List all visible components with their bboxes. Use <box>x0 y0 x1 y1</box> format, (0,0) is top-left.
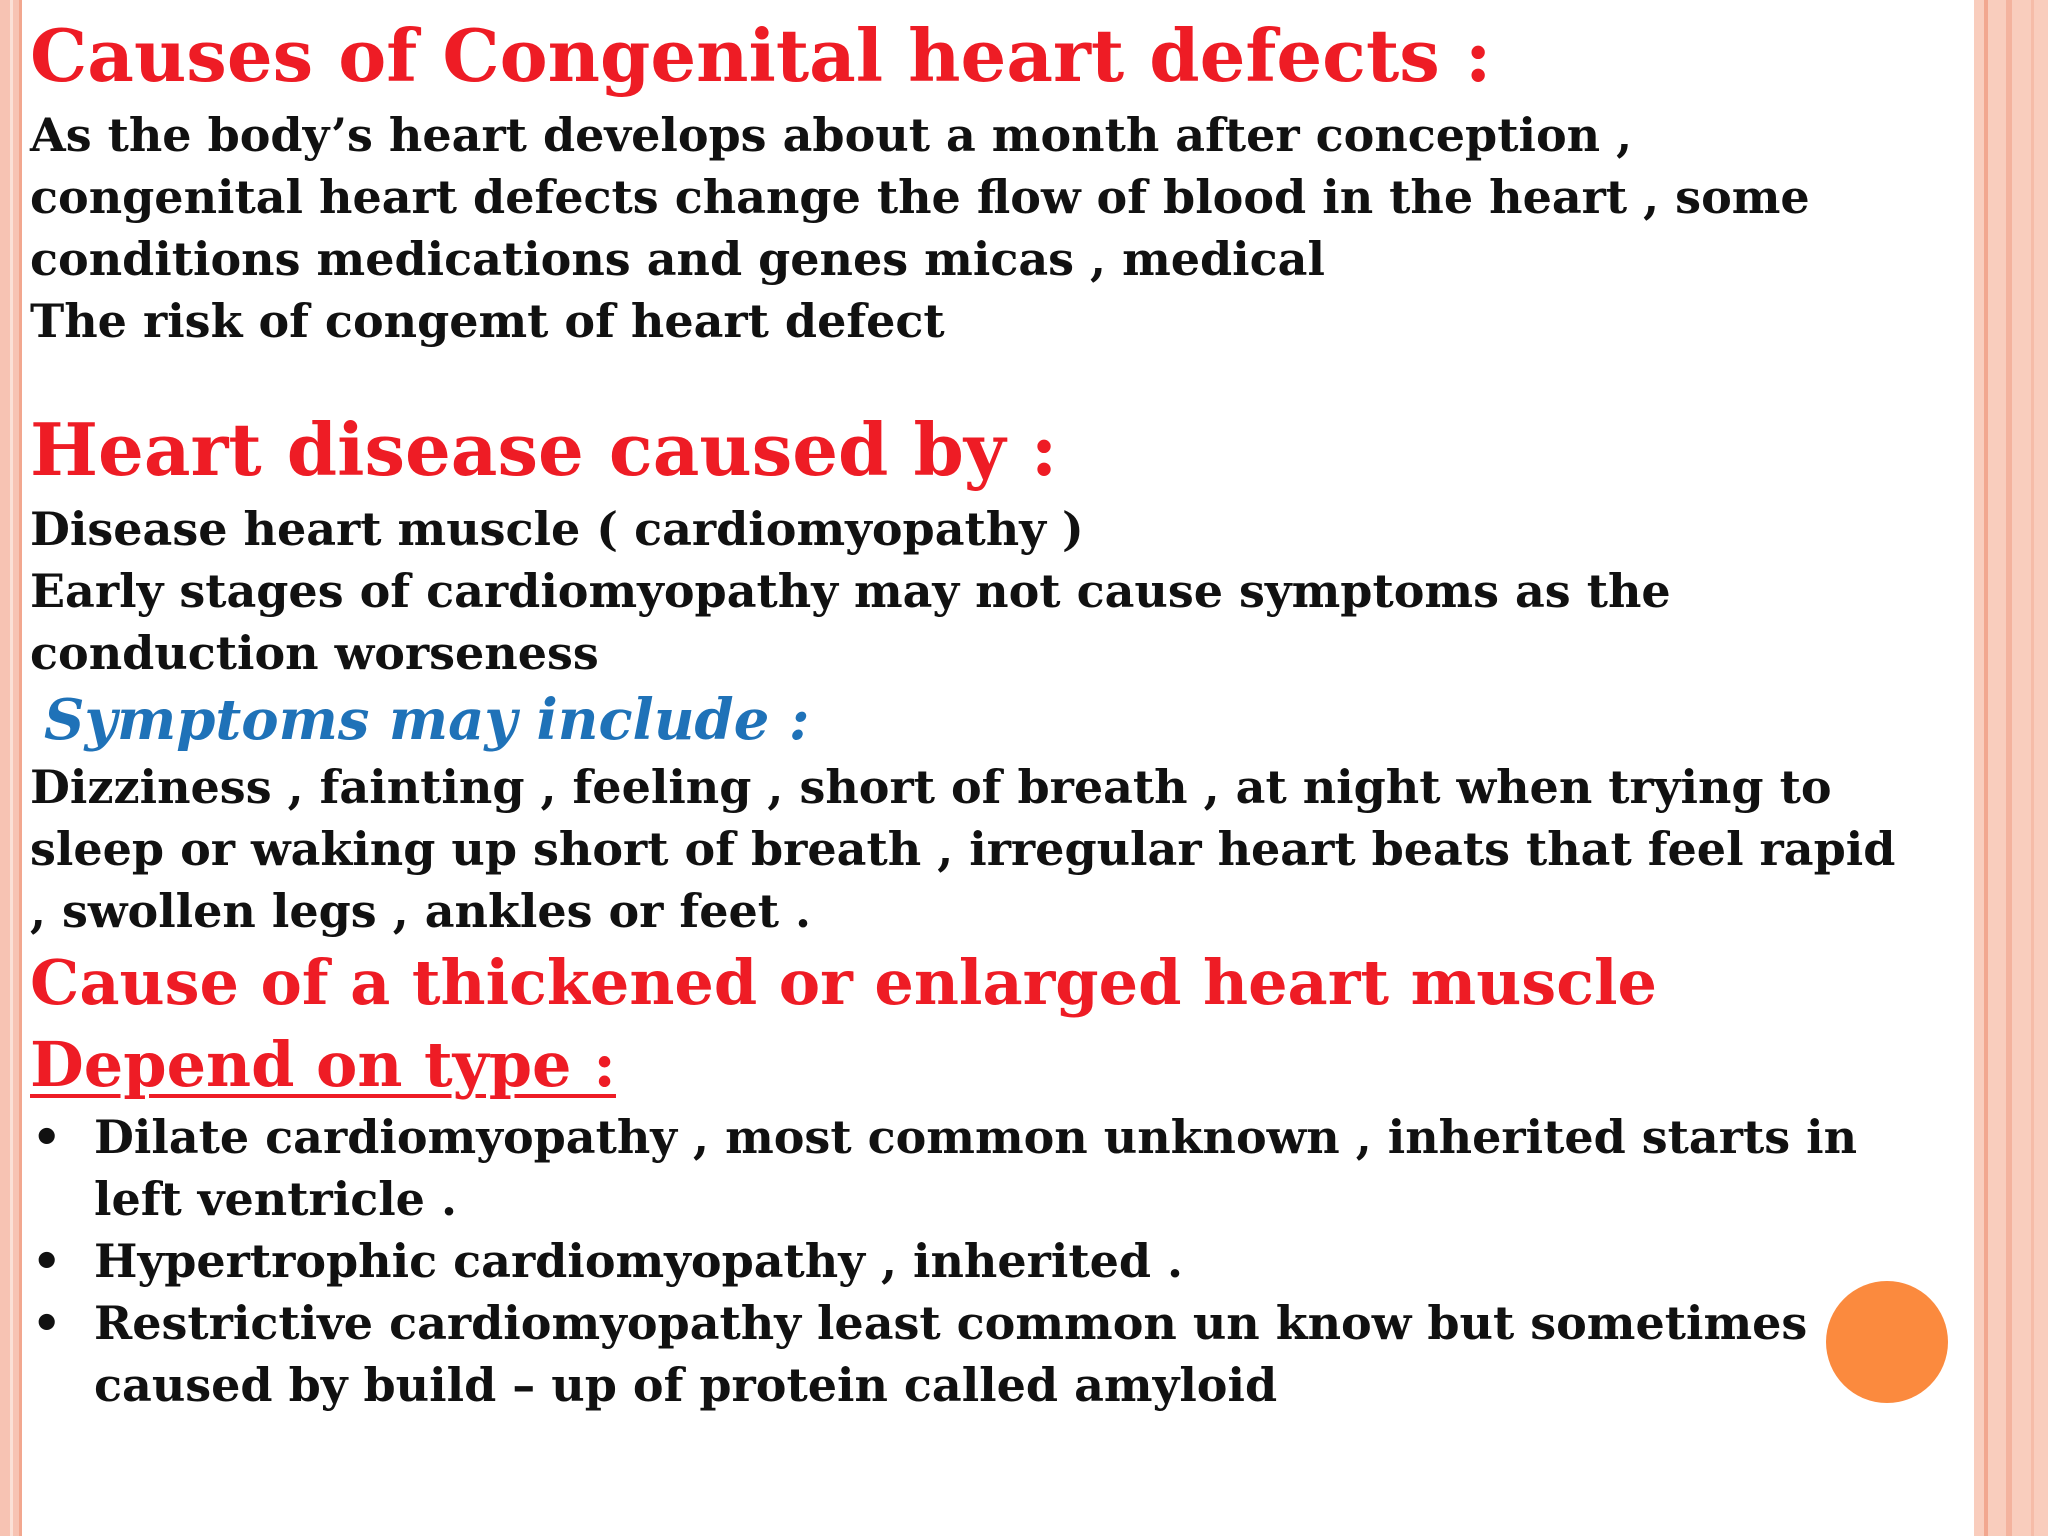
right-frame-line <box>2006 0 2012 1536</box>
bullet-icon: • <box>32 1234 62 1288</box>
paragraph-line: , swollen legs , ankles or feet . <box>30 884 812 938</box>
symptoms-title: Symptoms may include : <box>44 687 810 753</box>
bullet-line: Hypertrophic cardiomyopathy , inherited . <box>94 1234 1184 1288</box>
left-frame-inner-line <box>10 0 13 1536</box>
right-frame-line <box>1984 0 1988 1536</box>
paragraph-line: congenital heart defects change the flow of blood in the heart , some <box>30 170 1810 224</box>
section2-paragraph <box>30 498 1960 684</box>
type-bullet-list <box>30 1106 1960 1416</box>
section1-title: Causes of Congenital heart defects : <box>30 13 1492 98</box>
paragraph-line: Dizziness , fainting , feeling , short of breath , at night when trying to <box>30 760 1832 814</box>
slide-content <box>30 8 1960 1416</box>
symptoms-paragraph <box>30 756 1960 942</box>
section3-title: Cause of a thickened or enlarged heart muscle <box>30 946 1657 1019</box>
bullet-line: caused by build – up of protein called amyloid <box>94 1358 1278 1412</box>
paragraph-line: Disease heart muscle ( cardiomyopathy ) <box>30 502 1084 556</box>
section3-subtitle: Depend on type : <box>30 1028 616 1101</box>
paragraph-line: conduction worseness <box>30 626 599 680</box>
paragraph-line: The risk of congemt of heart defect <box>30 294 945 348</box>
bullet-line: Restrictive cardiomyopathy least common un know but sometimes <box>94 1296 1808 1350</box>
list-item <box>30 1230 1960 1292</box>
section2-title: Heart disease caused by : <box>30 407 1058 492</box>
bullet-line: left ventricle . <box>94 1172 457 1226</box>
orange-circle-decoration <box>1826 1281 1948 1403</box>
list-item <box>30 1106 1960 1230</box>
bullet-line: Dilate cardiomyopathy , most common unknown , inherited starts in <box>94 1110 1858 1164</box>
bullet-icon: • <box>32 1296 62 1350</box>
paragraph-line: Early stages of cardiomyopathy may not cause symptoms as the <box>30 564 1671 618</box>
paragraph-line: conditions medications and genes micas , medical <box>30 232 1325 286</box>
list-item <box>30 1292 1960 1416</box>
paragraph-line: As the body’s heart develops about a month after conception , <box>30 108 1633 162</box>
bullet-icon: • <box>32 1110 62 1164</box>
right-frame-line <box>2031 0 2034 1536</box>
paragraph-line: sleep or waking up short of breath , irregular heart beats that feel rapid <box>30 822 1896 876</box>
section1-paragraph <box>30 104 1960 352</box>
